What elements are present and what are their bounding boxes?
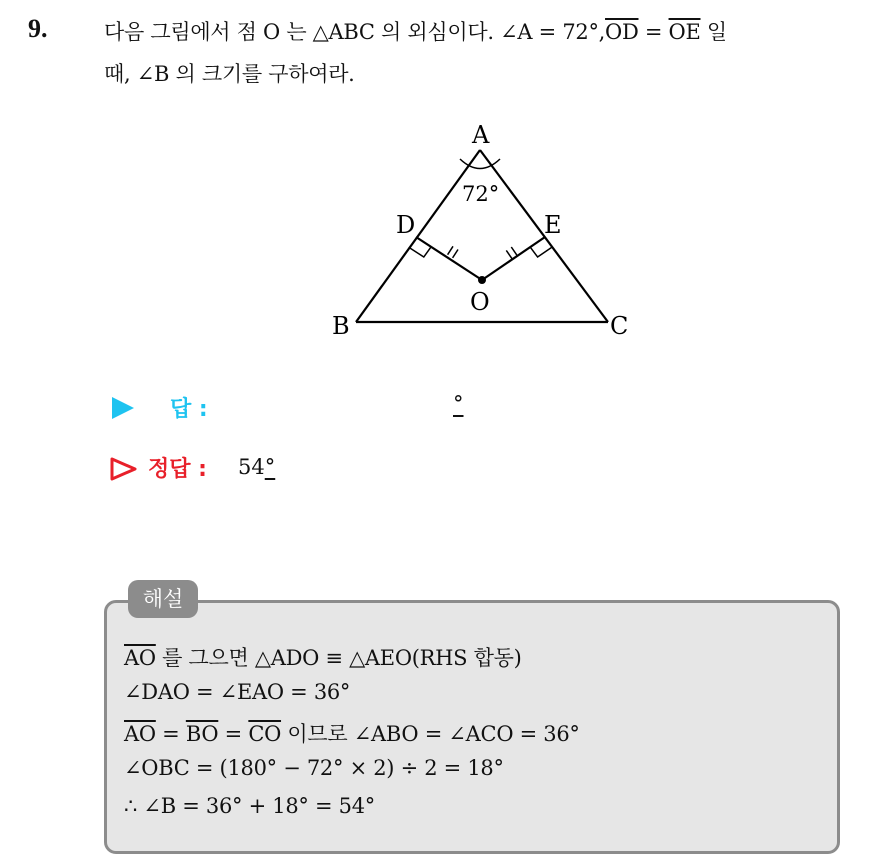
label-d: D [396,211,416,239]
question-text-line2: 때, ∠B 의 크기를 구하여라. [104,62,355,86]
label-a: A [472,121,490,149]
side-ab [356,150,480,322]
solution-line-2: ∠DAO = ∠EAO = 36° [124,680,351,704]
tick-mark-do-1 [448,246,453,254]
angle-label-a: 72° [462,182,500,206]
question-text-line1 [104,16,727,46]
correct-answer-label: 정답 : [148,457,207,482]
correct-answer-row [108,452,508,486]
segment-ao: $\overline{AO}$ [124,646,156,670]
correct-answer-number: 54 [238,455,265,479]
equals-sign-2: = [218,722,249,746]
label-b: B [332,312,350,340]
segment-bo: $\overline{BO}$ [185,722,219,746]
equals-sign-1: = [155,722,186,746]
label-e: E [544,211,562,239]
segment-od: $\overline{OD}$ [605,20,639,44]
correct-answer-value [238,455,275,479]
right-angle-mark-d [409,247,431,257]
question-number: 9. [28,14,48,43]
answer-label: 답 : [170,397,208,422]
play-triangle-icon [112,397,134,419]
solution-line-1 [124,642,522,672]
segment-co: $\overline{CO}$ [248,722,282,746]
triangle-figure [320,112,650,346]
correct-answer-unit: ° [264,455,276,479]
segment-ao-2: $\overline{AO}$ [124,722,156,746]
solution-line-3 [124,718,580,748]
solution-line-3-text: 이므로 ∠ABO = ∠ACO = 36° [281,722,580,746]
solution-line-4: ∠OBC = (180° − 72° × 2) ÷ 2 = 18° [124,756,504,780]
tick-mark-eo-2 [511,247,517,255]
label-c: C [610,312,629,340]
label-o: O [470,288,490,316]
question-text-a: 다음 그림에서 점 O 는 △ABC 의 외심이다. ∠A = 72°, [104,20,606,44]
answer-row [108,392,508,426]
solution-tag: 해설 [128,580,198,618]
solution-line-5: ∴ ∠B = 36° + 18° = 54° [124,794,375,818]
tick-mark-do-2 [453,250,458,258]
outline-triangle-icon [110,457,138,481]
question-text-tail: 일 [700,20,727,44]
segment-eo-line [482,237,545,280]
tick-mark-eo-1 [506,250,512,258]
segment-do-line [416,237,482,280]
solution-line-1-text: 를 그으면 △ADO ≡ △AEO(RHS 합동) [155,646,522,670]
equals-sign: = [638,20,669,44]
answer-unit: ° [453,392,464,416]
segment-oe: $\overline{OE}$ [668,20,701,44]
right-angle-mark-e [530,247,552,257]
center-point-o [478,276,486,284]
